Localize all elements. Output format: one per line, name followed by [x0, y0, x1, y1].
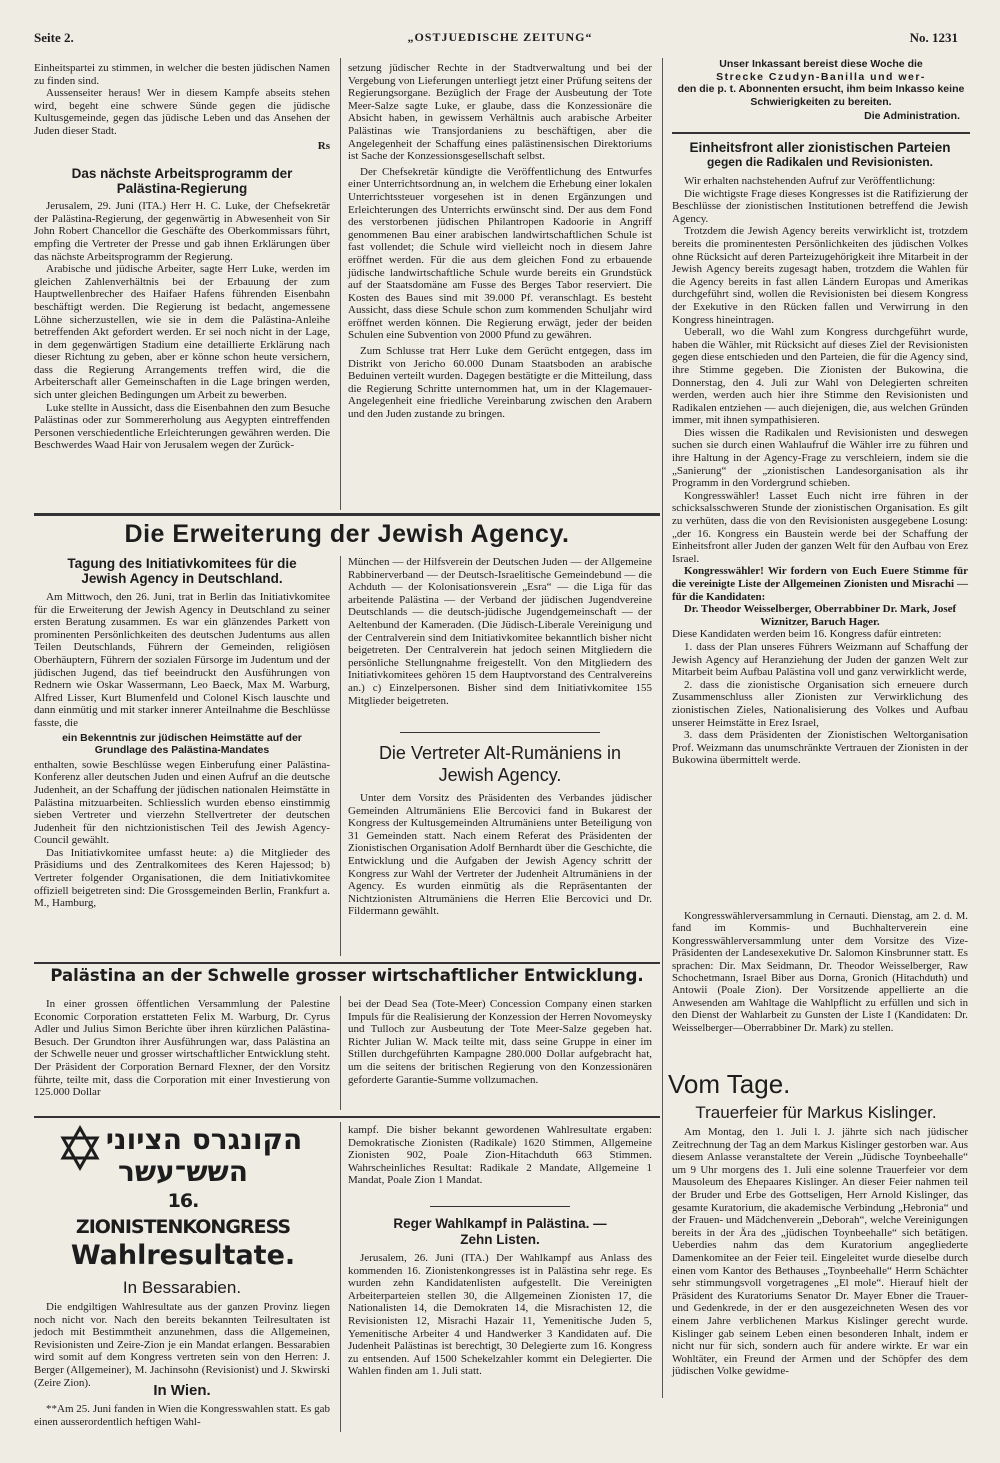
paragraph: Jerusalem, 26. Juni (ITA.) Der Wahlkampf aus Anlass des kommenden 16. Zionistenkongresses ist in Palästina sehr rege. Es wurden zehn Kandidatenlisten aufgestellt. Die Vereinigten Arbeiterparteien stellen 30, die Allgemeinen Zionisten 17, die Nationalisten 14, die Demokraten 14, die Misrachisten 12, die Revisionisten 12, Misrachi Hazair 11, Yemenitische Juden 5, Yemenitische Arbeiter 4 und Handwerker 3 Kandidaten auf. Die Judenheit Palästinas ist berechtigt, 30 Delegierte zum 16. Kongress zu entsenden. Auf 1500 Schekelzahler kommt ein Delegierter. Die Wahlen finden am 1. Juli statt. [348, 1252, 652, 1378]
headline-line: Jewish Agency. [438, 765, 562, 785]
wien-article [34, 1403, 330, 1431]
headline-line: Zehn Listen. [460, 1232, 540, 1247]
paragraph: 3. dass dem Präsidenten der Zionistischen Weltorganisation Prof. Weizmann das unumschränkte Vertrauen der Zionisten in der Bukowina übermittelt werde. [672, 729, 968, 767]
tagung-article [34, 556, 330, 960]
section-rule [672, 132, 970, 134]
headline-line: Einheitsfront aller zionistischen Parteien [689, 140, 951, 155]
paragraph: Einheitspartei zu stimmen, in welcher die besten jüdischen Namen zu finden sind. [34, 62, 330, 87]
vom-tage-article [672, 1126, 968, 1442]
notice-signature: Die Administration. [864, 110, 960, 122]
banner-headline: Die Erweiterung der Jewish Agency. [124, 520, 570, 548]
paragraph: Dies wissen die Radikalen und Revisionisten und deswegen suchen sie durch einen Wahlaufruf die Wähler irre zu führen und ihre Haltung in der Agency-Frage zu verschleiern, indem sie die „Sanierung“ der „zionistischen Landesorganisation als ihr Programm in den Vordergrund schieben. [672, 426, 968, 490]
candidate-list: Dr. Theodor Weisselberger, Oberrabbiner Dr. Mark, Josef Wiznitzer, Baruch Hager. [683, 603, 957, 628]
bessarabien-article [34, 1301, 330, 1389]
paragraph: Arabische und jüdische Arbeiter, sagte Herr Luke, werden im gleichen Zahlenverhältnis bei der Erbauung der zum Hauptwellenbrecher des Haifaer Hafens führenden Eisenbahn beschäftigt werden. Die Regierung ist bedacht, angemessene Löhne sicherzustellen, wie sie in dem die Palästina-Anleihe betreffenden Akt gefordert werden. Er sei noch nicht in der Lage, in dem gegenwärtigen Stadium eine detaillierte Erklärung nach dieser Richtung zu geben, aber er könne schon heute versichern, dass die Regierung Arrangements treffen wird, die die Arbeiterschaft aller Gemeinschaften in die Lage bringen werden, sich unter gleichen Bedingungen um Arbeit zu bewerben. [34, 263, 330, 402]
headline [34, 556, 330, 586]
page-number: Seite 2. [34, 30, 74, 45]
notice-line: Strecke Czudyn-Banilla und wer- [716, 70, 926, 83]
column-divider [340, 996, 341, 1110]
column-divider [340, 556, 341, 956]
banner-headline: Palästina an der Schwelle grosser wirtschaftlicher Entwicklung. [50, 966, 644, 985]
kongressversammlung-article [672, 910, 968, 1060]
headline-line: Reger Wahlkampf in Palästina. — [393, 1216, 607, 1231]
paragraph: Kongresswähler! Lasset Euch nicht irre führen in der schicksalsschweren Stunde der zionistischen Organisation. Es gilt zu verhüten, dass die von den Revisionisten ausgegebene Losung: „der 16. Kongress ein Baustein werde bei der Schaffung der Einheitsfront aller Juden der ganzen Welt für den Aufbau von Erez Israel. [672, 489, 968, 565]
paragraph: Das Initiativkomitee umfasst heute: a) die Mitglieder des Präsidiums und des Zentralkomitees des Keren Hajessod; b) Vertreter folgender Organisationen, die dem Initiativkomitee offiziell beigetreten sind: Die Grossgemeinden Berlin, Frankfurt a. M., Hamburg, [34, 846, 330, 910]
column-divider [340, 58, 341, 510]
paragraph: setzung jüdischer Rechte in der Stadtverwaltung und bei der Vergebung von Lieferungen unterliegt jetzt einer Prüfung seitens der Regierungsorgane. Bezüglich der Frage der Ausbeutung der Tote Meer-Salze sagte Luke, er glaube, dass die Konzessionäre die Absicht haben, in gewissem Verhältnis auch arabische Arbeiter Palästinas wie Transjordaniens zu beschäftigen, aber die Angelegenheit der Schaffung eines palästinensischen Direktoriums ist Sache der Konzessionsgesellschaft selbst. [348, 62, 652, 163]
paragraph: Trotzdem die Jewish Agency bereits verwirklicht ist, trotzdem bereits die prominentesten Persönlichkeiten des jüdischen Volkes ohne Rücksicht auf deren Parteizugehörigkeit ihre Mitarbeit in der Jewish Agency bereits zugesagt haben, trotzdem die Wahlen für die Agency bereits in fast allen Ländern Europas und Amerikas durchgeführt sind, wollen die Revisionisten bei diesem Kongress der Exekutive in den Rücken fallen und Verwirrung in den Kongress hineintragen. [672, 225, 968, 326]
headline-line: gegen die Radikalen und Revisionisten. [706, 155, 934, 169]
headline [348, 1216, 652, 1248]
hebrew-subtitle: השש־עשר [117, 1155, 249, 1188]
paragraph: In einer grossen öffentlichen Versammlung der Palestine Economic Corporation erstatteten Felix M. Warburg, Dr. Cyrus Adler und Julius Simon Berichte über ihren kürzlichen Palästina-Besuch. Der Grundton ihrer Ausführungen war, dass Palästina an der Schwelle neuer und grosser wirtschaftlicher Entwicklung steht. Der Präsident der Corporation Bernard Flexner, der den Vorsitz führte, teilte mit, dass die Corporation mit einer Investierung von 125.000 Dollar [34, 998, 330, 1099]
paragraph: Luke stellte in Aussicht, dass die Eisenbahnen den zum Besuche Palästinas oder zur Sommererholung aus Aegypten eintreffenden Personen verschiedentliche Erleichterungen gewähren werden. Die Beschwerdes Waad Hair von Jerusalem wegen der Zurück- [34, 401, 330, 452]
paragraph: enthalten, sowie Beschlüsse wegen Einberufung einer Palästina-Konferenz aller deutschen Juden und einen Aufruf an die deutsche Judenheit, an der Schaffung der jüdischen nationalen Heimstätte in Palästina mitzuarbeiten. Schliesslich wurden ebenso einstimmig sieben Vertreter und vierzehn Stellvertreter der deutschen Judenheit für den nichtzionistischen Teil des Jewish Agency-Council gewählt. [34, 758, 330, 847]
headline-line: Tagung des Initiativkomitees für die [67, 556, 297, 571]
author-signature: Rs [317, 139, 330, 152]
paragraph: Jerusalem, 29. Juni (ITA.) Herr H. C. Luke, der Chefsekretär der Palästina-Regierung, der gegenwärtig in Abwesenheit von Sir John Robert Chancellor die Geschäfte des Oberkommissars führt, empfing die Vertreter der Presse und gab ihnen Erklärungen über das nächste Arbeitsprogramm der Regierung. [34, 200, 330, 263]
paragraph: Ueberall, wo die Wahl zum Kongress durchgeführt wurde, haben die Wähler, mit Rücksicht auf dieses Ziel der Revisionisten gegen diese entschieden und den Parteien, die für die Agency sind, ihre Stimme gegeben. Die Zionisten der Bukowina, die Donnerstag, den 4. Juli zur Wahl von Delegierten schreiten werden, werden auch hier ihre Stimme den Revisionisten und Radikalen entziehen — auch diejenigen, die, aus welchen Gründen immer, mit ihnen sympathisieren. [672, 326, 968, 427]
tagung-continuation [348, 556, 652, 726]
paragraph: Der Chefsekretär kündigte die Veröffentlichung des Entwurfes einer Unterrichtsordnung an, in welchem die Erhebung einer lokalen Unterrichtssteuer vorgesehen ist in denen Ergänzungen und Erleichterungen des Unterrichts erwünscht sind. Der aus dem Fond des verstorbenen jüdischen Philantropen Kadoorie in Angriff genommenen Bau einer arabischen landwirtschaftlichen Schule ist fast vollendet; die Schule wird vielleicht noch in diesem Jahre eröffnet werden. Für die aus dem gleichen Fond zu erbauende jüdische landwirtschaftliche Schule wurde bereits ein Grundstück auf der Staatsdomäne am Fusse des Berges Tabor reserviert. Die Kosten des Baues sind mit 39.000 Pf. veranschlagt. Es besteht Aussicht, dass diese Schule schon zum kommenden Schuljahr wird eröffnet werden können. Die Regierung erwägt, jeder der beiden Schulen eine Subvention von 2000 Pfund zu gewähren. [348, 165, 652, 342]
wahlresultate-masthead [60, 1124, 306, 1272]
notice-line: Unser Inkassant bereist diese Woche die [719, 58, 923, 70]
paragraph: Die endgiltigen Wahlresultate aus der ganzen Provinz liegen noch nicht vor. Nach den bereits bekannten Teilresultaten ist jedoch mit Bestimmtheit anzunehmen, dass die Allgemeinen, Revisionisten und Zeire-Zion je ein Mandat erlangen. Bessarabien wird somit auf dem Kongress vertreten sein von den Herren: J. Berger (Allgemeiner), M. Jachinsohn (Revisionist) und J. Skwirski (Zeire Zion). [34, 1301, 330, 1389]
star-of-david-icon [60, 1126, 100, 1170]
headline-line: Die Vertreter Alt-Rumäniens in [378, 743, 622, 763]
altrumaenien-article [348, 792, 652, 956]
column-2-top [348, 62, 652, 510]
paragraph: Zum Schlusse trat Herr Luke dem Gerücht entgegen, dass im Distrikt von Jericho 60.000 Dunam Staatsboden an arabische Beduinen verteilt wurden. Dagegen bestätigte er die Mitteilung, dass die Regierung Schritte unternommen hat, um in der Klagemauer-Angelegenheit eine friedliche Vereinbarung zwischen den Arabern und den Juden zustande zu bringen. [348, 345, 652, 421]
wahlkampf-article [348, 1252, 652, 1432]
section-rule [34, 1116, 660, 1118]
paragraph: Aussenseiter heraus! Wer in diesem Kampfe abseits stehen wird, begeht eine schwere Sünde gegen die jüdische Kultusgemeinde, gegen das jüdische Leben und das Ansehen der Juden dieser Stadt. [34, 87, 330, 137]
paragraph: kampf. Die bisher bekannt gewordenen Wahlresultate ergaben: Demokratische Zionisten (Radikale) 1620 Stimmen, Allgemeine Zionisten 902, Poale Zion-Hitachduth 663 Stimmen. Wahrscheinliches Resultat: Radikale 2 Mandate, Allgemeine 1 Mandat, Poale Zion 1 Mandat. [348, 1124, 652, 1187]
notice-line: den die p. t. Abonnenten ersucht, ihm beim Inkasso keine Schwierigkeiten zu bereiten. [677, 83, 965, 108]
subheadline: In Bessarabien. [122, 1278, 242, 1297]
section-title: Vom Tage. [668, 1069, 791, 1099]
section-title: Wahlresultate. [70, 1240, 296, 1271]
einheitsfront-article [672, 140, 968, 892]
paragraph: 2. dass die zionistische Organisation sich erneuere durch Zusammenschluss aller Zionisten zur Verwirklichung des zionistischen Zieles, Nationalisierung des Volkes und Aufbau unserer Heimstätte in Erez Israel, [672, 678, 968, 729]
wien-continuation [348, 1124, 652, 1200]
paragraph: Am Mittwoch, den 26. Juni, trat in Berlin das Initiativkomitee für die Erweiterung der Jewish Agency in Deutschland zu seiner ersten Beratung zusammen. Es war ein glänzendes Parkett von prominenten Persönlichkeiten des deutschen Judentums aus allen Teilen Deutschlands, Führern der Gemeinden, religiösen Oberhäuptern, Führern der sozialen Fürsorge im Judentum und der jüdischen Jugend, das tief beeindruckt den Ausführungen von Rednern wie Oskar Wassermann, Leo Baeck, Max M. Warburg, Alfred Lisser, Kurt Blumenfeld und Colonel Kisch lauschte und dann einmütig und mit starker innerer Anteilnahme die Beschlüsse fasste, die [34, 591, 330, 729]
kongress-title: 16. ZIONISTENKONGRESS [75, 1190, 291, 1238]
column-1-top [34, 62, 330, 510]
headline-line: Palästina-Regierung [116, 181, 248, 197]
headline [672, 140, 968, 170]
headline [34, 166, 330, 196]
headline: Trauerfeier für Markus Kislinger. [695, 1103, 937, 1122]
highlight-statement: ein Bekenntnis zur jüdischen Heimstätte auf der Grundlage des Palästina-Mandates [62, 731, 302, 757]
issue-number: No. 1231 [909, 30, 958, 45]
section-rule [430, 1206, 570, 1207]
paragraph: 1. dass der Plan unseres Führers Weizmann auf Schaffung der Jewish Agency auf Heranziehung der Juden der ganzen Welt zur Mitarbeit beim Aufbau Palästina voll und ganz verwirklicht werde, [672, 640, 968, 679]
section-rule [400, 732, 600, 733]
column-divider [340, 1122, 341, 1432]
paragraph: Unter dem Vorsitz des Präsidenten des Verbandes jüdischer Gemeinden Altrumäniens Elie Bercovici fand in Bukarest der Kongress der Kultusgemeinden Altrumäniens unter Beteiligung von 31 Gemeinden statt. Nach einem Referat des Präsidenten der Zionistischen Organisation Adolf Bernhardt über die Geschichte, die Entwicklung und die Aufgaben der Jewish Agency schritt der Kongress zur Wahl der Vertreter der Judenheit Altrumäniens in der Agency. Es wurden einmütig als die Repräsentanten der Nichtzionisten Altrumäniens die Herren Elie Bercovici und Dr. Fildermann gewählt. [348, 792, 652, 918]
column-divider [662, 58, 663, 1398]
paragraph: **Am 25. Juni fanden in Wien die Kongresswahlen statt. Es gab einen ausserordentlich heftigen Wahl- [34, 1403, 330, 1428]
schwelle-article [34, 998, 330, 1110]
headline-line: Das nächste Arbeitsprogramm der [71, 166, 293, 182]
paragraph: Wir erhalten nachstehenden Aufruf zur Veröffentlichung: [684, 175, 936, 187]
paragraph: Kongresswählerversammlung in Cernauti. Dienstag, am 2. d. M. fand im Kommis- und Buchhalterverein eine Kongresswählerversammlung unter dem Vorsitze des Vize-Präsidenten der Landesexekutive Dr. Salomon Kinsbrunner statt. Es sprachen: Dir. Max Seidmann, Dr. Theodor Weisselberger, Raw Schochetmann, Israel Biber aus Dorna, Gronich (Hitachduth) und Antowii (Poale Zion). Der Vorsitzende appellierte an die Anwesenden am Wahltage die Wahlpflicht zu erfüllen und sich in den Dienst der Wahlarbeit zu Gunsten der Liste I (Kandidaten: Dr. Weisselberger—Oberrabbiner Dr. Mark) zu stellen. [672, 910, 968, 1034]
altrumaenien-headline [348, 742, 652, 786]
newspaper-title: „OSTJUEDISCHE ZEITUNG“ [407, 30, 593, 44]
subheadline: In Wien. [153, 1382, 211, 1399]
paragraph: Diese Kandidaten werden beim 16. Kongress dafür eintreten: [672, 628, 942, 641]
vom-tage-section [664, 1070, 968, 1124]
paragraph: München — der Hilfsverein der Deutschen Juden — der Allgemeine Rabbinerverband — der Deutsch-Israelitische Gemeindebund — die Achduth — der Kolonisationsverein „Esra“ — die Liga für das arbeitende Palästina — der Verband der jüdischen Jugendvereine Deutschlands — die deutsch-jüdische Jugendgemeinschaft — der Aeltenbund der Kameraden. (Die Jüdisch-Liberale Vereinigung und der Centralverein sind dem Initiativkomitee bekanntlich bisher nicht beigetreten. Der Centralverein hat jedoch seinen Mitgliedern die persönliche Stellungnahme freigestellt. Von den Mitgliedern des Initiativkomitees gehören 15 dem Hauptvorstand des Centralvereins an.) c) Einzelpersonen. Bisher sind dem Initiativkomitee 155 Mitglieder beigetreten. [348, 556, 652, 707]
paragraph: Am Montag, den 1. Juli l. J. jährte sich nach jüdischer Zeitrechnung der Tag an dem Markus Kislinger gestorben war. Aus diesem Anlasse veranstaltete der Verein „Jüdische Toynbeehalle“ um 9 Uhr morgens des 1. Juli eine solenne Trauerfeier vor dem Mausoleum des Ehepaares Kislinger. An dieser Feier nahmen teil der Bruder und Erbe des Gottseligen, Herr Arnold Kislinger, das gesamte Kuratorium, die akademische Verbindung „Hebronia“ und der Frauen- und Mädchenverein „Deborah“, welche Vereinigungen bereits in der Ära des „jüdischen Toynbeehalle“ sich betätigen. Ueberdies nahm das dem Kuratorium angegliederte Damenkomitee an der Feier teil. Eingeleitet wurde dieselbe durch einen vom Kantor des Bethauses „Toynbeehalle“ Herrn Schächter sehr stimmungsvoll vorgetragenes „El mole“. Hierauf hielt der Präsident des Kuratoriums Senator Dr. Mayer Ebner die Trauer- und Gedenkrede, in der er den ausgezeichneten Wesen des vor einem Jahre verblichenen Markus Kislinger gerecht wurde. Kislinger gab seinem Leben einen besonderen Inhalt, indem er nicht nur für sich, sondern auch für andere wirkte. Er war ein Wohltäter, ein Freund der Armen und der Schöpfer des dem jüdischen Volke gewidme- [672, 1126, 968, 1378]
paragraph: Kongresswähler! Wir fordern von Euch Euere Stimme für die vereinigte Liste der Allgemeinen Zionisten und Misrachi — für die Kandidaten: [672, 565, 968, 603]
headline-line: Jewish Agency in Deutschland. [81, 571, 283, 586]
notice-box [676, 58, 966, 128]
section-rule [34, 962, 660, 964]
paragraph: bei der Dead Sea (Tote-Meer) Concession Company einen starken Impuls für die Realisierung der Konzession der Herren Novomeysky und Tulloch zur Ausbeutung der Tote Meer-Salze gegeben hat. Richter Julian W. Mack teilte mit, dass seine Gruppe in einer im Stillen durchgeführten Kampagne 280.000 Dollar aufgebracht hat, um die seitens der britischen Regierung von den Konzessionären geforderte Garantie-Summe vollzumachen. [348, 998, 652, 1086]
section-rule [34, 513, 660, 516]
paragraph: Die wichtigste Frage dieses Kongresses ist die Ratifizierung der Beschlüsse der zionistischen Institutionen betreffend die Jewish Agency. [672, 187, 968, 225]
schwelle-continuation [348, 998, 652, 1110]
hebrew-title: הקונגרס הציוני [105, 1123, 303, 1156]
